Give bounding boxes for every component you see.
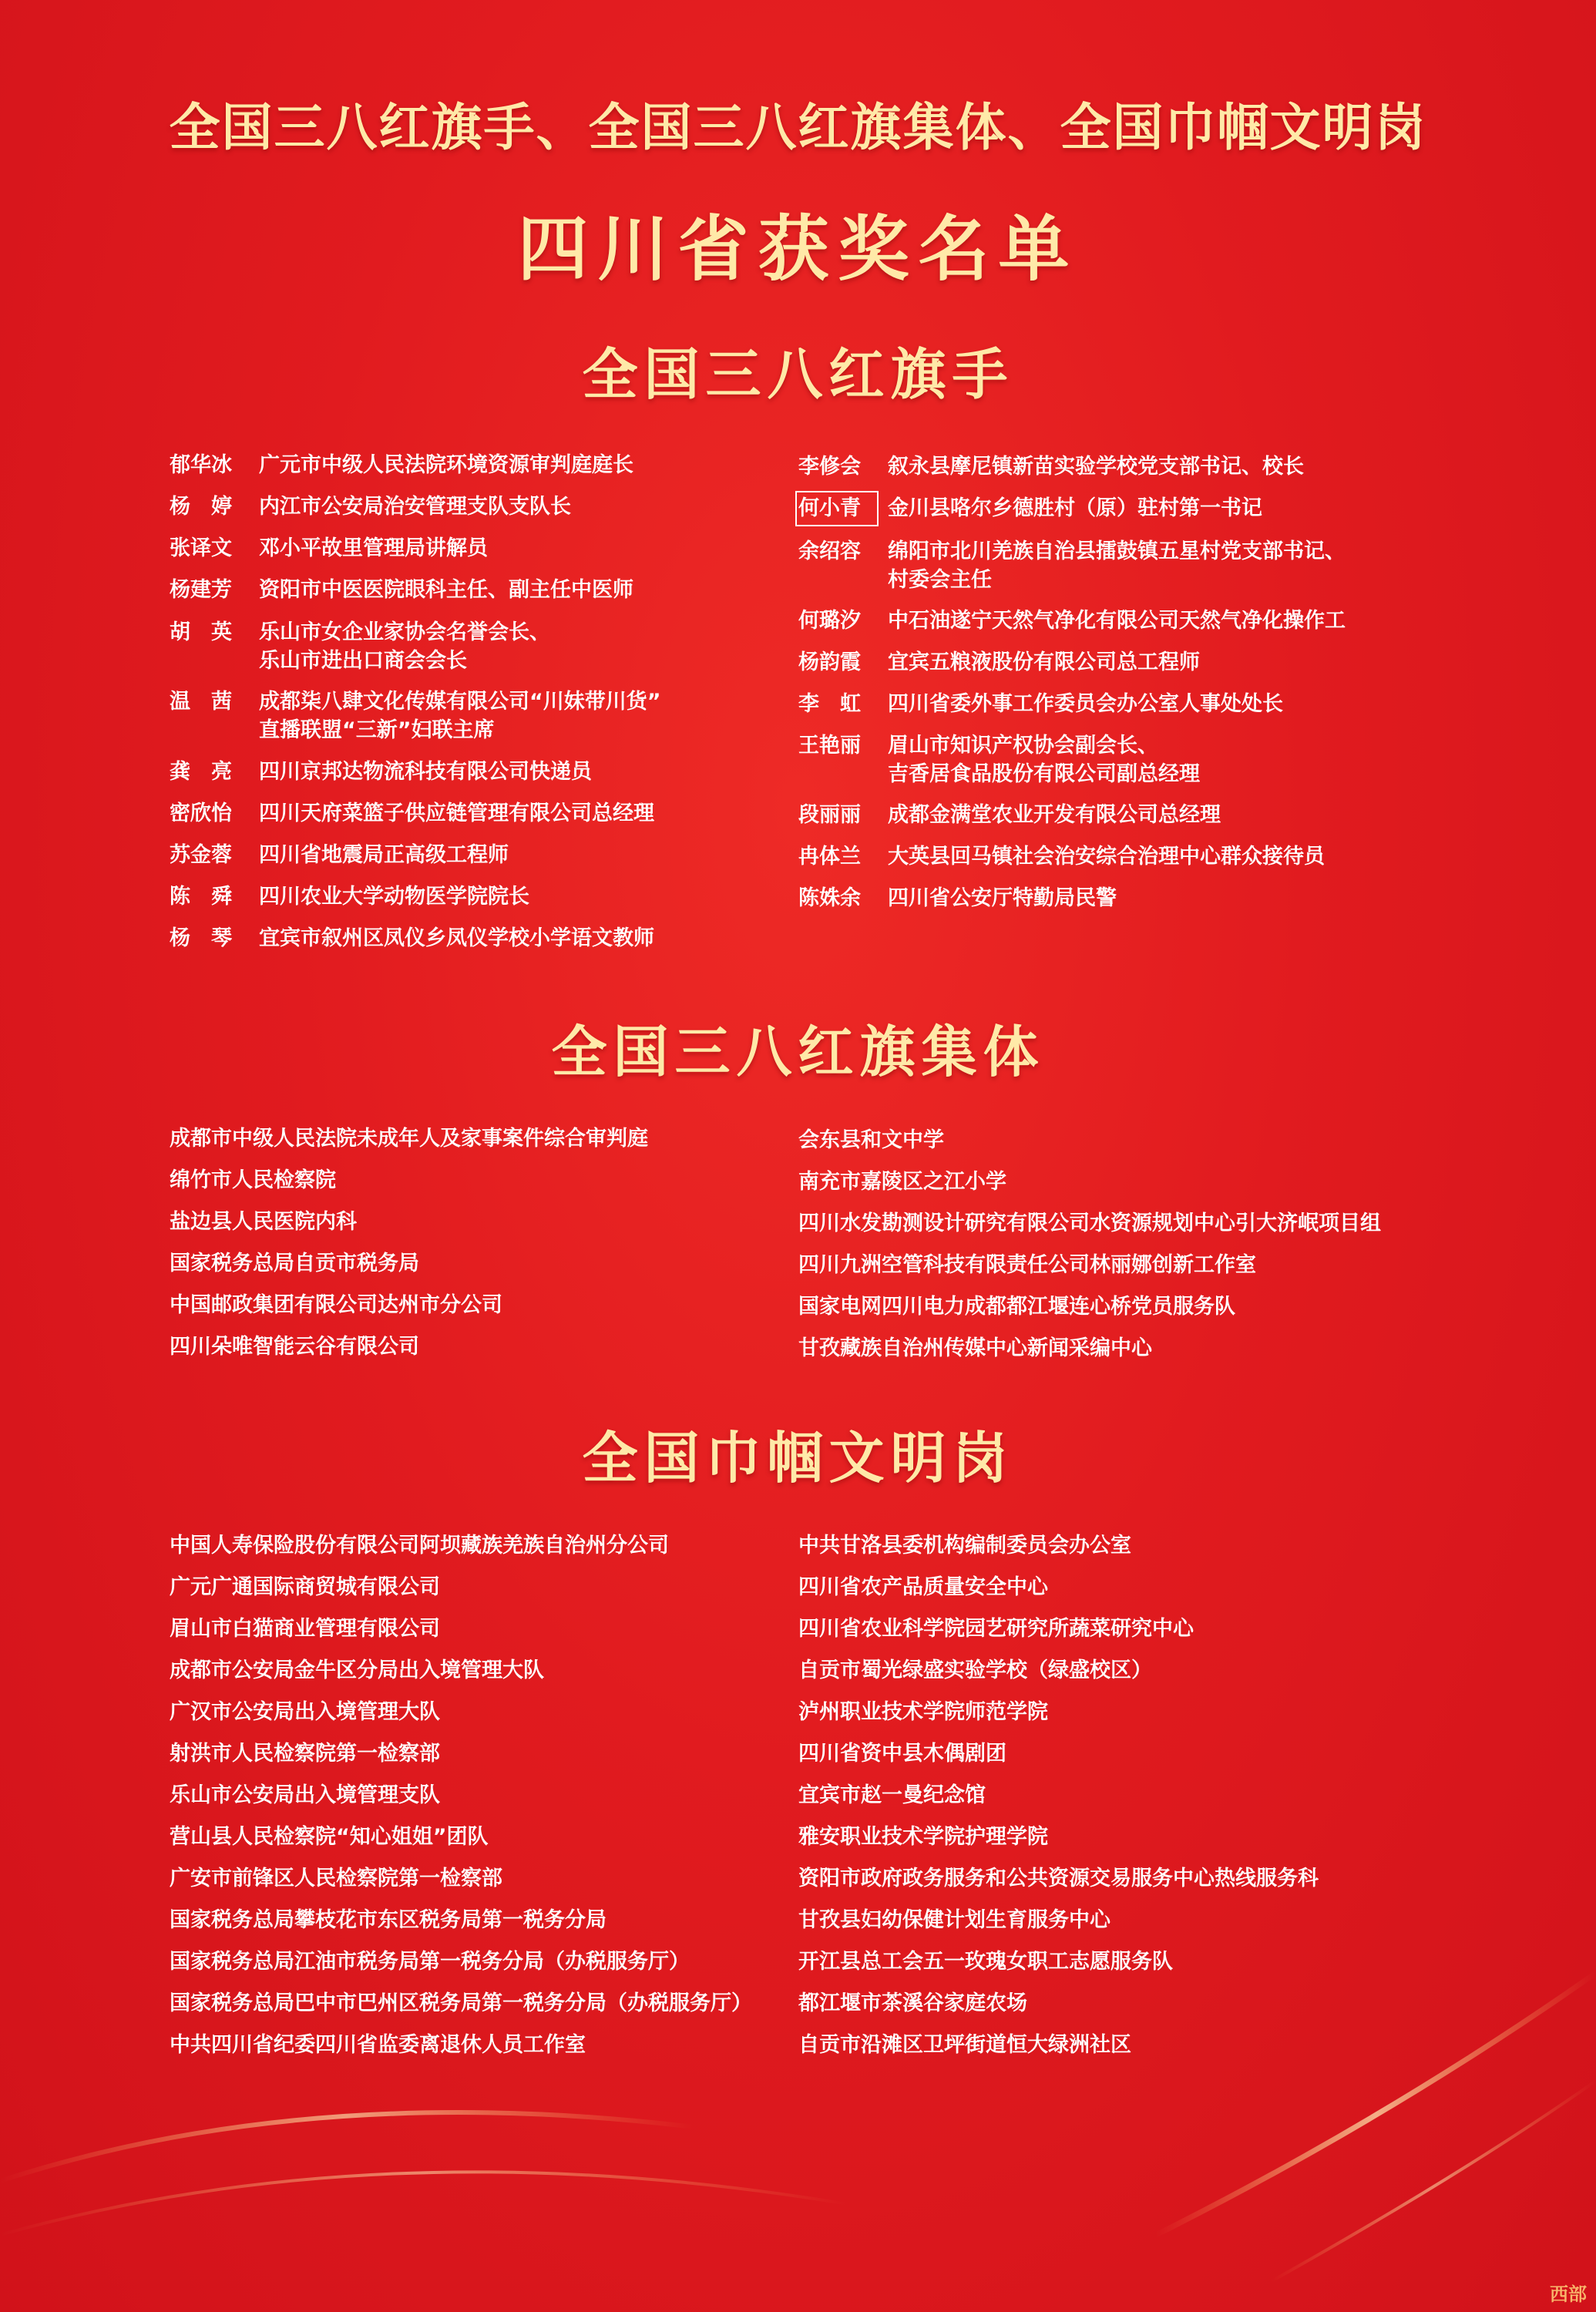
honoree-name: 龚 亮 bbox=[170, 760, 232, 784]
list-item: 中共四川省纪委四川省监委离退休人员工作室 bbox=[170, 2033, 586, 2057]
honoree-position: 大英县回马镇社会治安综合治理中心群众接待员 bbox=[888, 845, 1325, 869]
list-item: 南充市嘉陵区之江小学 bbox=[798, 1170, 1006, 1194]
list-item: 四川水发勘测设计研究有限公司水资源规划中心引大济岷项目组 bbox=[798, 1211, 1381, 1235]
honoree-position: 四川农业大学动物医学院院长 bbox=[259, 885, 529, 909]
honoree-name: 杨 琴 bbox=[170, 926, 232, 950]
list-item: 广元广通国际商贸城有限公司 bbox=[170, 1575, 440, 1599]
honoree-position: 宜宾市叙州区凤仪乡凤仪学校小学语文教师 bbox=[259, 926, 654, 950]
honoree-position: 叙永县摩尼镇新苗实验学校党支部书记、校长 bbox=[888, 455, 1304, 479]
honoree-name: 杨韵霞 bbox=[798, 650, 861, 674]
list-item: 盐边县人民医院内科 bbox=[170, 1210, 357, 1234]
honoree-name: 郁华冰 bbox=[170, 453, 232, 477]
honoree-position: 四川京邦达物流科技有限公司快递员 bbox=[259, 760, 592, 784]
list-item: 广安市前锋区人民检察院第一检察部 bbox=[170, 1867, 502, 1890]
list-item: 中国邮政集团有限公司达州市分公司 bbox=[170, 1293, 502, 1317]
honoree-name: 段丽丽 bbox=[798, 803, 861, 827]
list-item: 绵竹市人民检察院 bbox=[170, 1168, 336, 1192]
honoree-position-line2: 村委会主任 bbox=[888, 568, 992, 592]
list-item: 射洪市人民检察院第一检察部 bbox=[170, 1742, 440, 1766]
honoree-position: 四川省公安厅特勤局民警 bbox=[888, 886, 1117, 910]
list-item: 国家税务总局巴中市巴州区税务局第一税务分局（办税服务厅） bbox=[170, 1991, 752, 2015]
honoree-position: 眉山市知识产权协会副会长、 bbox=[888, 734, 1158, 758]
honoree-position: 金川县咯尔乡德胜村（原）驻村第一书记 bbox=[888, 496, 1262, 520]
honoree-position: 成都金满堂农业开发有限公司总经理 bbox=[888, 803, 1221, 827]
honoree-name: 杨 婷 bbox=[170, 495, 232, 519]
list-item: 成都市公安局金牛区分局出入境管理大队 bbox=[170, 1658, 544, 1682]
main-title: 全国三八红旗手、全国三八红旗集体、全国巾帼文明岗 bbox=[169, 97, 1427, 157]
list-item: 四川省农业科学院园艺研究所蔬菜研究中心 bbox=[798, 1617, 1194, 1641]
list-item: 乐山市公安局出入境管理支队 bbox=[170, 1783, 440, 1807]
honoree-name: 王艳丽 bbox=[798, 734, 861, 758]
honoree-name: 陈 舜 bbox=[170, 885, 232, 909]
list-item: 国家税务总局自贡市税务局 bbox=[170, 1252, 419, 1275]
honoree-position: 绵阳市北川羌族自治县擂鼓镇五星村党支部书记、 bbox=[888, 539, 1346, 563]
list-item: 甘孜藏族自治州传媒中心新闻采编中心 bbox=[798, 1336, 1152, 1360]
list-item: 泸州职业技术学院师范学院 bbox=[798, 1700, 1048, 1724]
section-title-women-civilized-posts: 全国巾帼文明岗 bbox=[582, 1425, 1014, 1490]
list-item: 资阳市政府政务服务和公共资源交易服务中心热线服务科 bbox=[798, 1867, 1319, 1890]
list-item: 广汉市公安局出入境管理大队 bbox=[170, 1700, 440, 1724]
honoree-position: 四川天府菜篮子供应链管理有限公司总经理 bbox=[259, 801, 654, 825]
list-item: 开江县总工会五一玫瑰女职工志愿服务队 bbox=[798, 1950, 1173, 1974]
honoree-name: 陈姝余 bbox=[798, 886, 861, 910]
section-title-red-flag-individuals: 全国三八红旗手 bbox=[582, 341, 1014, 407]
honoree-name: 李 虹 bbox=[798, 692, 861, 716]
sub-title: 四川省获奖名单 bbox=[517, 207, 1079, 291]
list-item: 四川朵唯智能云谷有限公司 bbox=[170, 1335, 419, 1359]
list-item: 宜宾市赵一曼纪念馆 bbox=[798, 1783, 986, 1807]
list-item: 国家税务总局攀枝花市东区税务局第一税务分局 bbox=[170, 1908, 606, 1932]
list-item: 自贡市蜀光绿盛实验学校（绿盛校区） bbox=[798, 1658, 1152, 1682]
honoree-position-line2: 吉香居食品股份有限公司副总经理 bbox=[888, 762, 1200, 786]
list-item: 都江堰市茶溪谷家庭农场 bbox=[798, 1991, 1027, 2015]
honoree-name: 苏金蓉 bbox=[170, 843, 232, 867]
honoree-name: 李修会 bbox=[798, 455, 861, 479]
honoree-name: 何小青 bbox=[798, 494, 875, 523]
list-item: 四川九洲空管科技有限责任公司林丽娜创新工作室 bbox=[798, 1253, 1256, 1277]
honoree-position: 邓小平故里管理局讲解员 bbox=[259, 536, 488, 560]
honoree-name: 密欣怡 bbox=[170, 801, 232, 825]
honoree-name: 余绍容 bbox=[798, 539, 861, 563]
honoree-position-line2: 乐山市进出口商会会长 bbox=[259, 649, 467, 673]
honoree-position: 内江市公安局治安管理支队支队长 bbox=[259, 495, 571, 519]
honoree-name: 温 茜 bbox=[170, 690, 232, 714]
list-item: 会东县和文中学 bbox=[798, 1128, 944, 1152]
list-item: 营山县人民检察院“知心姐姐”团队 bbox=[170, 1825, 489, 1849]
honoree-position: 资阳市中医医院眼科主任、副主任中医师 bbox=[259, 578, 633, 602]
list-item: 自贡市沿滩区卫坪街道恒大绿洲社区 bbox=[798, 2033, 1131, 2057]
honoree-position-line2: 直播联盟“三新”妇联主席 bbox=[259, 718, 495, 742]
honoree-position: 宜宾五粮液股份有限公司总工程师 bbox=[888, 650, 1200, 674]
honoree-name: 何璐汐 bbox=[798, 609, 861, 633]
honoree-name: 杨建芳 bbox=[170, 578, 232, 602]
list-item: 国家电网四川电力成都都江堰连心桥党员服务队 bbox=[798, 1295, 1235, 1319]
honoree-name: 张译文 bbox=[170, 536, 232, 560]
section-title-red-flag-collectives: 全国三八红旗集体 bbox=[551, 1019, 1045, 1084]
list-item: 国家税务总局江油市税务局第一税务分局（办税服务厅） bbox=[170, 1950, 690, 1974]
honoree-position: 成都柒八肆文化传媒有限公司“川妹带川货” bbox=[259, 690, 661, 714]
list-item: 雅安职业技术学院护理学院 bbox=[798, 1825, 1048, 1849]
honoree-name: 冉体兰 bbox=[798, 845, 861, 869]
honoree-position: 四川省地震局正高级工程师 bbox=[259, 843, 509, 867]
honoree-position: 四川省委外事工作委员会办公室人事处处长 bbox=[888, 692, 1283, 716]
list-item: 甘孜县妇幼保健计划生育服务中心 bbox=[798, 1908, 1110, 1932]
list-item: 成都市中级人民法院未成年人及家事案件综合审判庭 bbox=[170, 1127, 648, 1151]
honoree-position: 中石油遂宁天然气净化有限公司天然气净化操作工 bbox=[888, 609, 1346, 633]
list-item: 四川省资中县木偶剧团 bbox=[798, 1742, 1006, 1766]
watermark: 西部 bbox=[1550, 2283, 1587, 2305]
list-item: 中国人寿保险股份有限公司阿坝藏族羌族自治州分公司 bbox=[170, 1534, 669, 1558]
honoree-position: 乐山市女企业家协会名誉会长、 bbox=[259, 620, 550, 644]
list-item: 四川省农产品质量安全中心 bbox=[798, 1575, 1048, 1599]
list-item: 中共甘洛县委机构编制委员会办公室 bbox=[798, 1534, 1131, 1558]
list-item: 眉山市白猫商业管理有限公司 bbox=[170, 1617, 440, 1641]
honoree-name: 胡 英 bbox=[170, 620, 232, 644]
honoree-position: 广元市中级人民法院环境资源审判庭庭长 bbox=[259, 453, 633, 477]
